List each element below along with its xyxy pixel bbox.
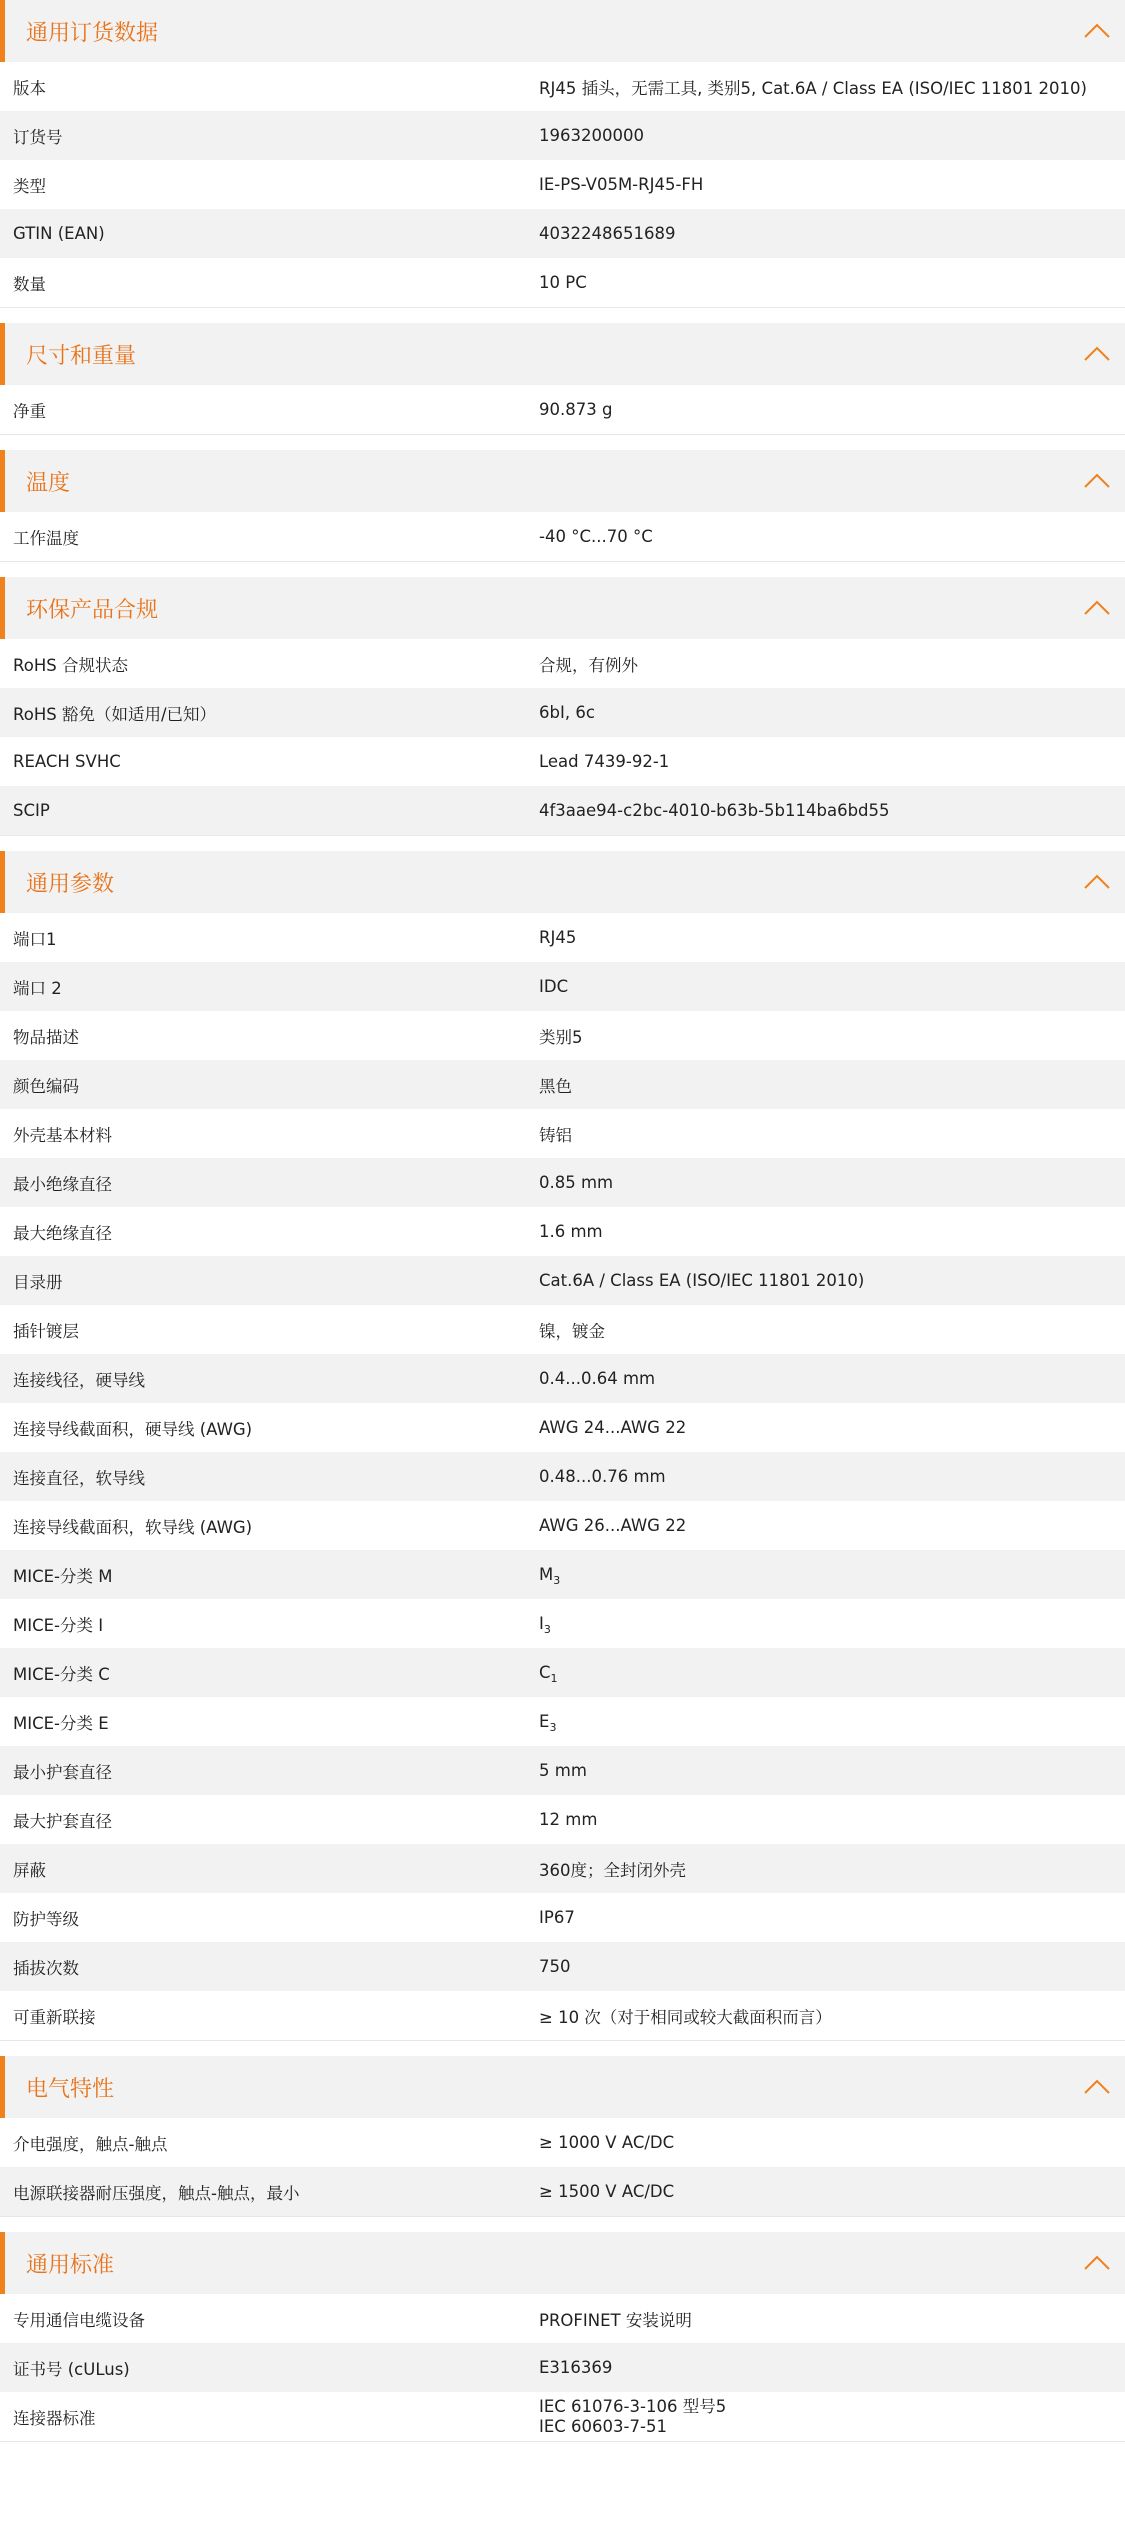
spec-value-text: RJ45 插头，无需工具, 类别5, Cat.6A / Class EA (ISO/IEC 11801 2010) bbox=[539, 78, 1087, 98]
spec-value bbox=[539, 1908, 1125, 1927]
spec-row bbox=[0, 1354, 1125, 1403]
spec-value bbox=[539, 1222, 1125, 1241]
spec-value-text: IDC bbox=[539, 977, 569, 996]
spec-label: RoHS 合规状态 bbox=[13, 655, 128, 675]
spec-value bbox=[539, 1761, 1125, 1780]
spec-value bbox=[539, 2182, 1125, 2201]
spec-value bbox=[539, 1565, 1125, 1587]
spec-value bbox=[539, 1957, 1125, 1976]
spec-value bbox=[539, 75, 1125, 99]
spec-label: 数量 bbox=[13, 274, 46, 294]
section bbox=[0, 2232, 1125, 2452]
spec-row bbox=[0, 2167, 1125, 2216]
spec-label: 最大绝缘直径 bbox=[13, 1223, 112, 1243]
spec-label: MICE-分类 C bbox=[13, 1664, 110, 1684]
spec-row bbox=[0, 258, 1125, 307]
spec-row bbox=[0, 1403, 1125, 1452]
spec-value-text: AWG 26...AWG 22 bbox=[539, 1516, 687, 1535]
spec-label: 外壳基本材料 bbox=[13, 1125, 112, 1145]
section-title: 通用标准 bbox=[26, 2252, 115, 2278]
spec-label: MICE-分类 M bbox=[13, 1566, 113, 1586]
section-divider bbox=[0, 2040, 1125, 2056]
chevron-up-icon[interactable] bbox=[1083, 468, 1111, 494]
spec-row bbox=[0, 1207, 1125, 1256]
spec-value-text: ≥ 1000 V AC/DC bbox=[539, 2133, 675, 2152]
section-header[interactable] bbox=[0, 2056, 1125, 2118]
spec-label: REACH SVHC bbox=[13, 752, 121, 771]
spec-value bbox=[539, 977, 1125, 996]
section-header[interactable] bbox=[0, 2232, 1125, 2294]
spec-value-text: 0.85 mm bbox=[539, 1173, 614, 1192]
section-header[interactable] bbox=[0, 577, 1125, 639]
section bbox=[0, 323, 1125, 450]
spec-label: 连接导线截面积，硬导线 (AWG) bbox=[13, 1419, 253, 1439]
spec-label: 电源联接器耐压强度，触点-触点，最小 bbox=[13, 2183, 300, 2203]
spec-label: 证书号 (cULus) bbox=[13, 2359, 130, 2379]
spec-value-text: 4032248651689 bbox=[539, 224, 676, 243]
spec-row bbox=[0, 786, 1125, 835]
spec-value bbox=[539, 928, 1125, 947]
spec-value-text: E bbox=[539, 1712, 550, 1731]
spec-value bbox=[539, 1810, 1125, 1829]
spec-row bbox=[0, 1844, 1125, 1893]
spec-value bbox=[539, 1418, 1125, 1437]
chevron-up-icon[interactable] bbox=[1083, 341, 1111, 367]
spec-value bbox=[539, 1122, 1125, 1146]
spec-value-text: E316369 bbox=[539, 2358, 613, 2377]
section bbox=[0, 851, 1125, 2056]
spec-value-subscript: 3 bbox=[553, 1574, 561, 1587]
spec-value-text: Cat.6A / Class EA (ISO/IEC 11801 2010) bbox=[539, 1271, 865, 1290]
spec-value bbox=[539, 2133, 1125, 2152]
section-header[interactable] bbox=[0, 323, 1125, 385]
spec-value bbox=[539, 126, 1125, 145]
spec-row bbox=[0, 1305, 1125, 1354]
spec-value bbox=[539, 527, 1125, 546]
spec-value-text: Lead 7439-92-1 bbox=[539, 752, 670, 771]
spec-value-text: AWG 24...AWG 22 bbox=[539, 1418, 687, 1437]
spec-row bbox=[0, 1599, 1125, 1648]
spec-value bbox=[539, 2397, 1125, 2437]
spec-row bbox=[0, 1158, 1125, 1207]
spec-value-text: 合规，有例外 bbox=[539, 655, 638, 675]
spec-row bbox=[0, 1011, 1125, 1060]
section bbox=[0, 0, 1125, 323]
spec-label: 端口 2 bbox=[13, 978, 62, 998]
spec-label: 净重 bbox=[13, 401, 46, 421]
spec-value-text: 6bI, 6c bbox=[539, 703, 595, 722]
spec-row bbox=[0, 913, 1125, 962]
spec-value bbox=[539, 400, 1125, 419]
spec-label: 可重新联接 bbox=[13, 2007, 96, 2027]
spec-row bbox=[0, 737, 1125, 786]
spec-value-text: IE-PS-V05M-RJ45-FH bbox=[539, 175, 704, 194]
spec-row bbox=[0, 111, 1125, 160]
spec-value bbox=[539, 1369, 1125, 1388]
chevron-up-icon[interactable] bbox=[1083, 2074, 1111, 2100]
section-divider bbox=[0, 561, 1125, 577]
spec-row bbox=[0, 512, 1125, 561]
section-title: 电气特性 bbox=[26, 2076, 115, 2102]
chevron-up-icon[interactable] bbox=[1083, 2250, 1111, 2276]
spec-row bbox=[0, 1109, 1125, 1158]
spec-value-text: 1963200000 bbox=[539, 126, 644, 145]
spec-value-text: 90.873 g bbox=[539, 400, 613, 419]
spec-label: 防护等级 bbox=[13, 1909, 79, 1929]
spec-value bbox=[539, 1467, 1125, 1486]
section-title: 尺寸和重量 bbox=[26, 343, 137, 369]
spec-row bbox=[0, 1795, 1125, 1844]
section-divider bbox=[0, 434, 1125, 450]
spec-value-subscript: 3 bbox=[549, 1721, 557, 1734]
spec-value-text: 1.6 mm bbox=[539, 1222, 603, 1241]
spec-value bbox=[539, 1173, 1125, 1192]
spec-value bbox=[539, 1614, 1125, 1636]
spec-label: 颜色编码 bbox=[13, 1076, 79, 1096]
spec-value-subscript: 1 bbox=[550, 1672, 558, 1685]
spec-label: 版本 bbox=[13, 78, 46, 98]
spec-label: 最大护套直径 bbox=[13, 1811, 112, 1831]
spec-value bbox=[539, 1663, 1125, 1685]
spec-value-text: 10 PC bbox=[539, 273, 587, 292]
spec-value-text: ≥ 1500 V AC/DC bbox=[539, 2182, 675, 2201]
spec-value bbox=[539, 175, 1125, 194]
spec-row bbox=[0, 1550, 1125, 1599]
section-header[interactable] bbox=[0, 450, 1125, 512]
spec-value bbox=[539, 1712, 1125, 1734]
section-divider bbox=[0, 2216, 1125, 2232]
chevron-up-icon[interactable] bbox=[1083, 18, 1111, 44]
section-title: 环保产品合规 bbox=[26, 597, 159, 623]
spec-row bbox=[0, 1501, 1125, 1550]
spec-label: 端口1 bbox=[13, 929, 57, 949]
spec-row bbox=[0, 1697, 1125, 1746]
spec-value-text: 12 mm bbox=[539, 1810, 598, 1829]
spec-label: 最小绝缘直径 bbox=[13, 1174, 112, 1194]
spec-row bbox=[0, 688, 1125, 737]
spec-value-text: 0.48...0.76 mm bbox=[539, 1467, 666, 1486]
spec-value-text: 0.4...0.64 mm bbox=[539, 1369, 656, 1388]
spec-value-line: IEC 61076-3-106 型号5 bbox=[539, 2396, 727, 2416]
spec-value bbox=[539, 1024, 1125, 1048]
spec-value-text: ≥ 10 次（对于相同或较大截面积而言） bbox=[539, 2007, 832, 2027]
spec-row bbox=[0, 2343, 1125, 2392]
section bbox=[0, 450, 1125, 577]
spec-value bbox=[539, 752, 1125, 771]
spec-value-line: IEC 60603-7-51 bbox=[539, 2416, 667, 2436]
section-title: 通用参数 bbox=[26, 871, 115, 897]
spec-label: 连接器标准 bbox=[13, 2408, 96, 2428]
spec-value bbox=[539, 1073, 1125, 1097]
spec-value-text: 铸铝 bbox=[539, 1125, 572, 1145]
spec-row bbox=[0, 1060, 1125, 1109]
spec-label: MICE-分类 E bbox=[13, 1713, 109, 1733]
spec-label: RoHS 豁免（如适用/已知） bbox=[13, 704, 217, 724]
spec-label: 目录册 bbox=[13, 1272, 63, 1292]
spec-label: MICE-分类 I bbox=[13, 1615, 104, 1635]
spec-value-text: 4f3aae94-c2bc-4010-b63b-5b114ba6bd55 bbox=[539, 801, 890, 820]
spec-label: 连接导线截面积，软导线 (AWG) bbox=[13, 1517, 253, 1537]
spec-value-text: C bbox=[539, 1663, 551, 1682]
spec-value bbox=[539, 2004, 1125, 2028]
spec-value bbox=[539, 1271, 1125, 1290]
spec-label: GTIN (EAN) bbox=[13, 224, 105, 243]
section-title: 温度 bbox=[26, 470, 71, 496]
spec-row bbox=[0, 962, 1125, 1011]
spec-value-text: 750 bbox=[539, 1957, 571, 1976]
spec-value-text: M bbox=[539, 1565, 554, 1584]
spec-label: 专用通信电缆设备 bbox=[13, 2310, 145, 2330]
spec-label: 屏蔽 bbox=[13, 1860, 46, 1880]
spec-label: SCIP bbox=[13, 801, 50, 820]
spec-row bbox=[0, 1648, 1125, 1697]
section-divider bbox=[0, 307, 1125, 323]
spec-row bbox=[0, 1452, 1125, 1501]
spec-row bbox=[0, 385, 1125, 434]
spec-row bbox=[0, 209, 1125, 258]
spec-value-text: I bbox=[539, 1614, 544, 1633]
section-header[interactable] bbox=[0, 851, 1125, 913]
spec-label: 最小护套直径 bbox=[13, 1762, 112, 1782]
spec-label: 工作温度 bbox=[13, 528, 79, 548]
spec-value-text: PROFINET 安装说明 bbox=[539, 2310, 692, 2330]
spec-value bbox=[539, 1318, 1125, 1342]
spec-row bbox=[0, 1893, 1125, 1942]
spec-label: 类型 bbox=[13, 176, 46, 196]
spec-row bbox=[0, 2294, 1125, 2343]
spec-value-text: 5 mm bbox=[539, 1761, 587, 1780]
spec-label: 物品描述 bbox=[13, 1027, 79, 1047]
spec-label: 订货号 bbox=[13, 127, 63, 147]
spec-value bbox=[539, 703, 1125, 722]
spec-row bbox=[0, 1942, 1125, 1991]
section-divider bbox=[0, 835, 1125, 851]
spec-row bbox=[0, 1991, 1125, 2040]
spec-row bbox=[0, 62, 1125, 111]
spec-label: 连接线径，硬导线 bbox=[13, 1370, 145, 1390]
spec-row bbox=[0, 639, 1125, 688]
spec-value-text: 镍，镀金 bbox=[539, 1321, 605, 1341]
spec-value bbox=[539, 801, 1125, 820]
spec-row bbox=[0, 2118, 1125, 2167]
spec-value bbox=[539, 1516, 1125, 1535]
section-title: 通用订货数据 bbox=[26, 20, 159, 46]
spec-value bbox=[539, 652, 1125, 676]
spec-value-text: IP67 bbox=[539, 1908, 575, 1927]
chevron-up-icon[interactable] bbox=[1083, 869, 1111, 895]
spec-value bbox=[539, 273, 1125, 292]
spec-row bbox=[0, 1746, 1125, 1795]
spec-value bbox=[539, 224, 1125, 243]
spec-row bbox=[0, 1256, 1125, 1305]
spec-label: 介电强度，触点-触点 bbox=[13, 2134, 168, 2154]
spec-value bbox=[539, 1857, 1125, 1881]
section-divider bbox=[0, 2441, 1125, 2452]
spec-value bbox=[539, 2307, 1125, 2331]
spec-value-text: 类别5 bbox=[539, 1027, 583, 1047]
spec-value-subscript: 3 bbox=[543, 1623, 551, 1636]
spec-row bbox=[0, 160, 1125, 209]
section-header[interactable] bbox=[0, 0, 1125, 62]
spec-row bbox=[0, 2392, 1125, 2441]
spec-label: 插拔次数 bbox=[13, 1958, 79, 1978]
chevron-up-icon[interactable] bbox=[1083, 595, 1111, 621]
spec-label: 连接直径，软导线 bbox=[13, 1468, 145, 1488]
section bbox=[0, 2056, 1125, 2232]
spec-value-text: 黑色 bbox=[539, 1076, 572, 1096]
spec-value bbox=[539, 2358, 1125, 2377]
spec-label: 插针镀层 bbox=[13, 1321, 79, 1341]
section bbox=[0, 577, 1125, 851]
spec-value-text: RJ45 bbox=[539, 928, 577, 947]
spec-value-text: -40 °C...70 °C bbox=[539, 527, 653, 546]
spec-value-text: 360度；全封闭外壳 bbox=[539, 1860, 686, 1880]
